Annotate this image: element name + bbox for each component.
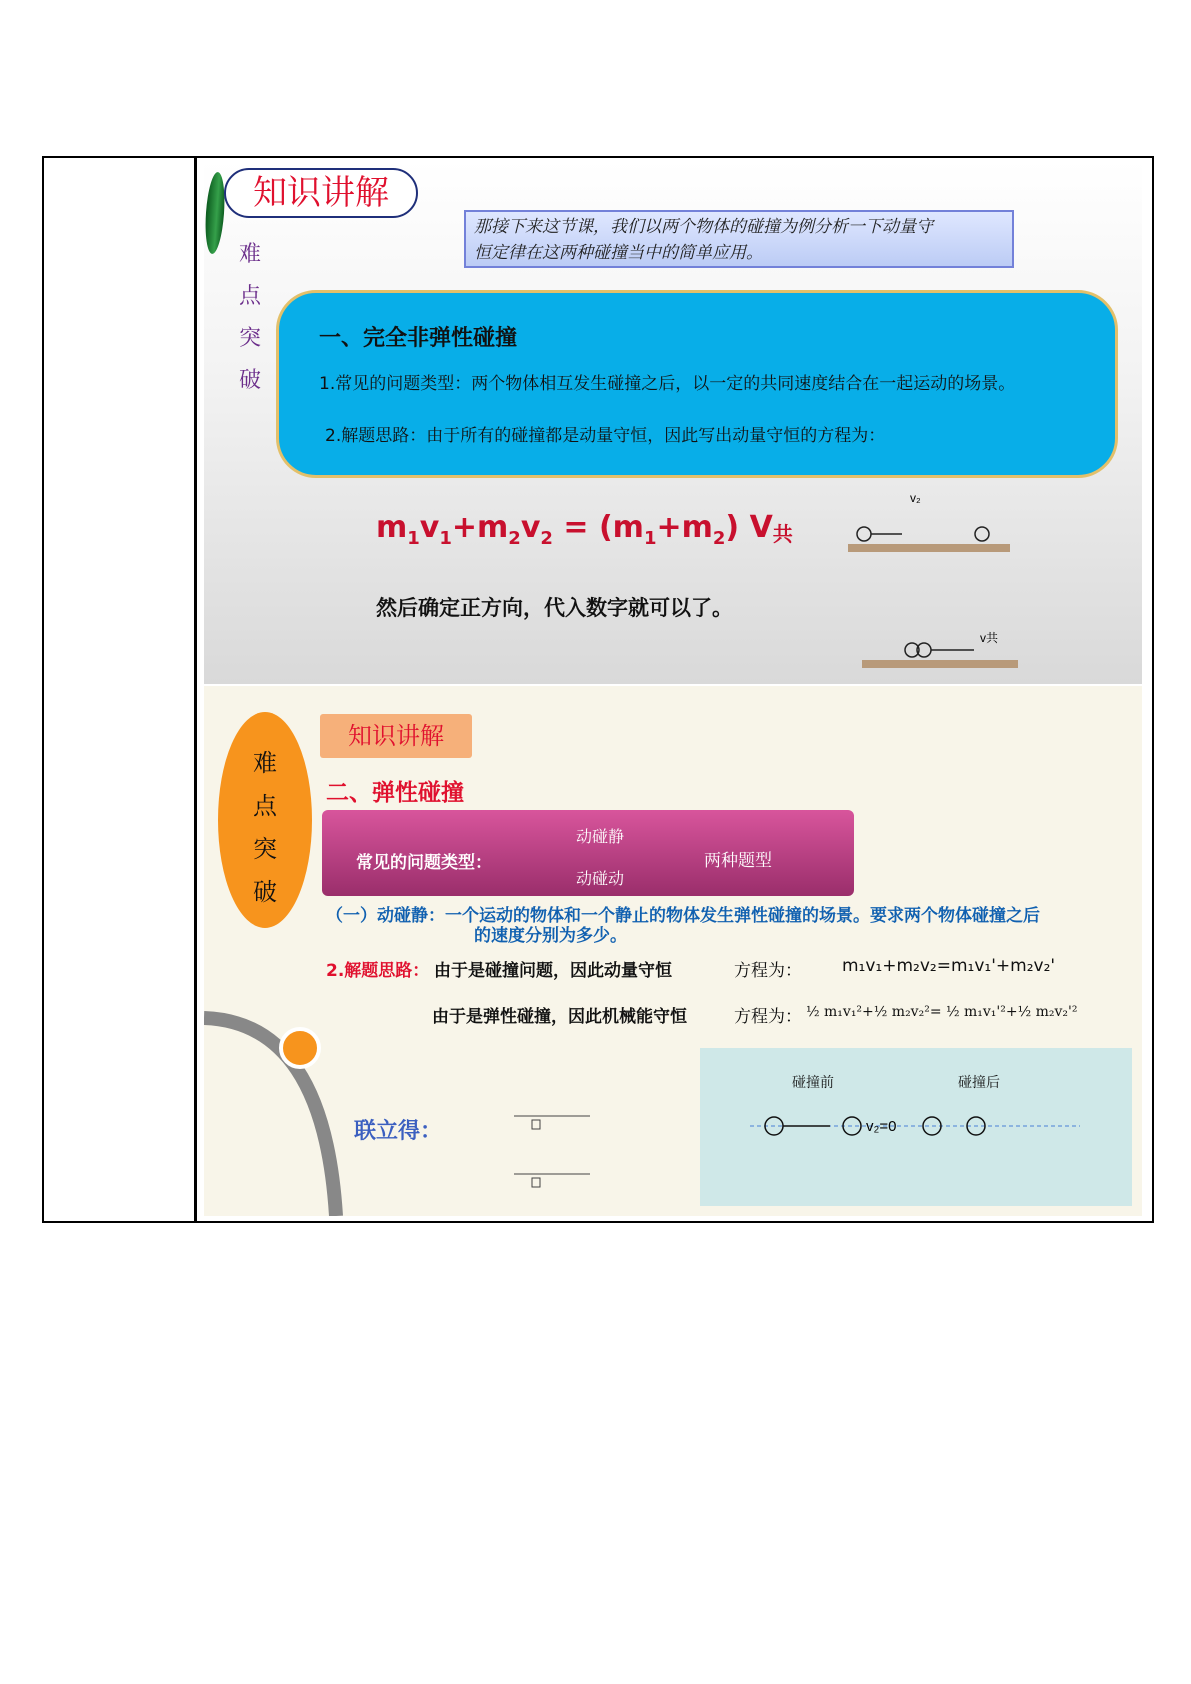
collision-diagram-panel (700, 1048, 1132, 1206)
ball-right (975, 527, 989, 541)
energy-equation: ½ m₁v₁²+½ m₂v₂²= ½ m₁v₁'²+½ m₂v₂'² (806, 1004, 1078, 1020)
slide1-title: 知识讲解 (224, 168, 418, 218)
case1-description: （一）动碰静：一个运动的物体和一个静止的物体发生弹性碰撞的场景。要求两个物体碰撞之后 的速度分别为多少。 (326, 906, 1040, 946)
equation-label: 方程为： (734, 961, 802, 981)
slide-inelastic-collision (204, 160, 1142, 684)
ground-surface (848, 544, 1010, 552)
section-heading: 二、弹性碰撞 (326, 780, 464, 806)
result-formula-graphic (464, 1086, 604, 1196)
v2-zero-label: v₂=0 (866, 1118, 897, 1135)
slide2-vertical-label: 难 点 突 破 (253, 749, 277, 906)
solution-label: 2.解题思路： (326, 961, 430, 981)
intro-callout: 那接下来这节课，我们以两个物体的碰撞为例分析一下动量守 恒定律在这两种碰撞当中的简单应用。 (464, 210, 1014, 268)
momentum-equation: m₁v₁+m₂v₂=m₁v₁'+m₂v₂' (842, 956, 1056, 976)
problem-types-bar (322, 810, 854, 896)
slide2-title: 知识讲解 (320, 714, 472, 758)
energy-conservation-text: 由于是弹性碰撞，因此机械能守恒 (432, 1007, 687, 1027)
v-common-label: v共 (980, 631, 999, 645)
elastic-collision-diagram (750, 1106, 1080, 1146)
slide-elastic-collision (204, 686, 1142, 1216)
column-divider (194, 158, 197, 1221)
v2-label: v₂ (910, 491, 921, 505)
ground-surface (862, 660, 1018, 668)
inelastic-info-panel (276, 290, 1118, 478)
problem-type-label: 常见的问题类型： (356, 853, 492, 873)
ball-left (857, 527, 871, 541)
before-collision-diagram (844, 490, 1014, 564)
formula-glyph (532, 1178, 540, 1187)
conclusion-text: 然后确定正方向，代入数字就可以了。 (376, 596, 733, 620)
two-types-label: 两种题型 (704, 851, 772, 871)
equation-label: 方程为： (734, 1007, 802, 1027)
formula-glyph (532, 1120, 540, 1129)
momentum-conservation-text: 由于是碰撞问题，因此动量守恒 (434, 961, 672, 981)
leaf-decoration-icon (204, 171, 227, 254)
after-collision-diagram (854, 620, 1024, 676)
before-label: 碰撞前 (792, 1075, 834, 1091)
arc-decoration (204, 1008, 354, 1216)
after-label: 碰撞后 (958, 1075, 1000, 1091)
type-moving-static: 动碰静 (576, 827, 625, 846)
orange-dot (281, 1029, 319, 1067)
solution-approach-text: 2.解题思路：由于所有的碰撞都是动量守恒，因此写出动量守恒的方程为： (325, 426, 886, 446)
slide1-vertical-label: 难 点 突 破 (238, 242, 261, 393)
type-moving-moving: 动碰动 (576, 869, 625, 888)
section-heading: 一、完全非弹性碰撞 (319, 326, 518, 351)
combined-label: 联立得： (354, 1119, 443, 1144)
momentum-formula: $m_1v_1+m_2v_2 = (m_1+m_2)$ V共 (376, 510, 793, 549)
problem-type-text: 1.常见的问题类型：两个物体相互发生碰撞之后，以一定的共同速度结合在一起运动的场景。 (319, 374, 1016, 394)
